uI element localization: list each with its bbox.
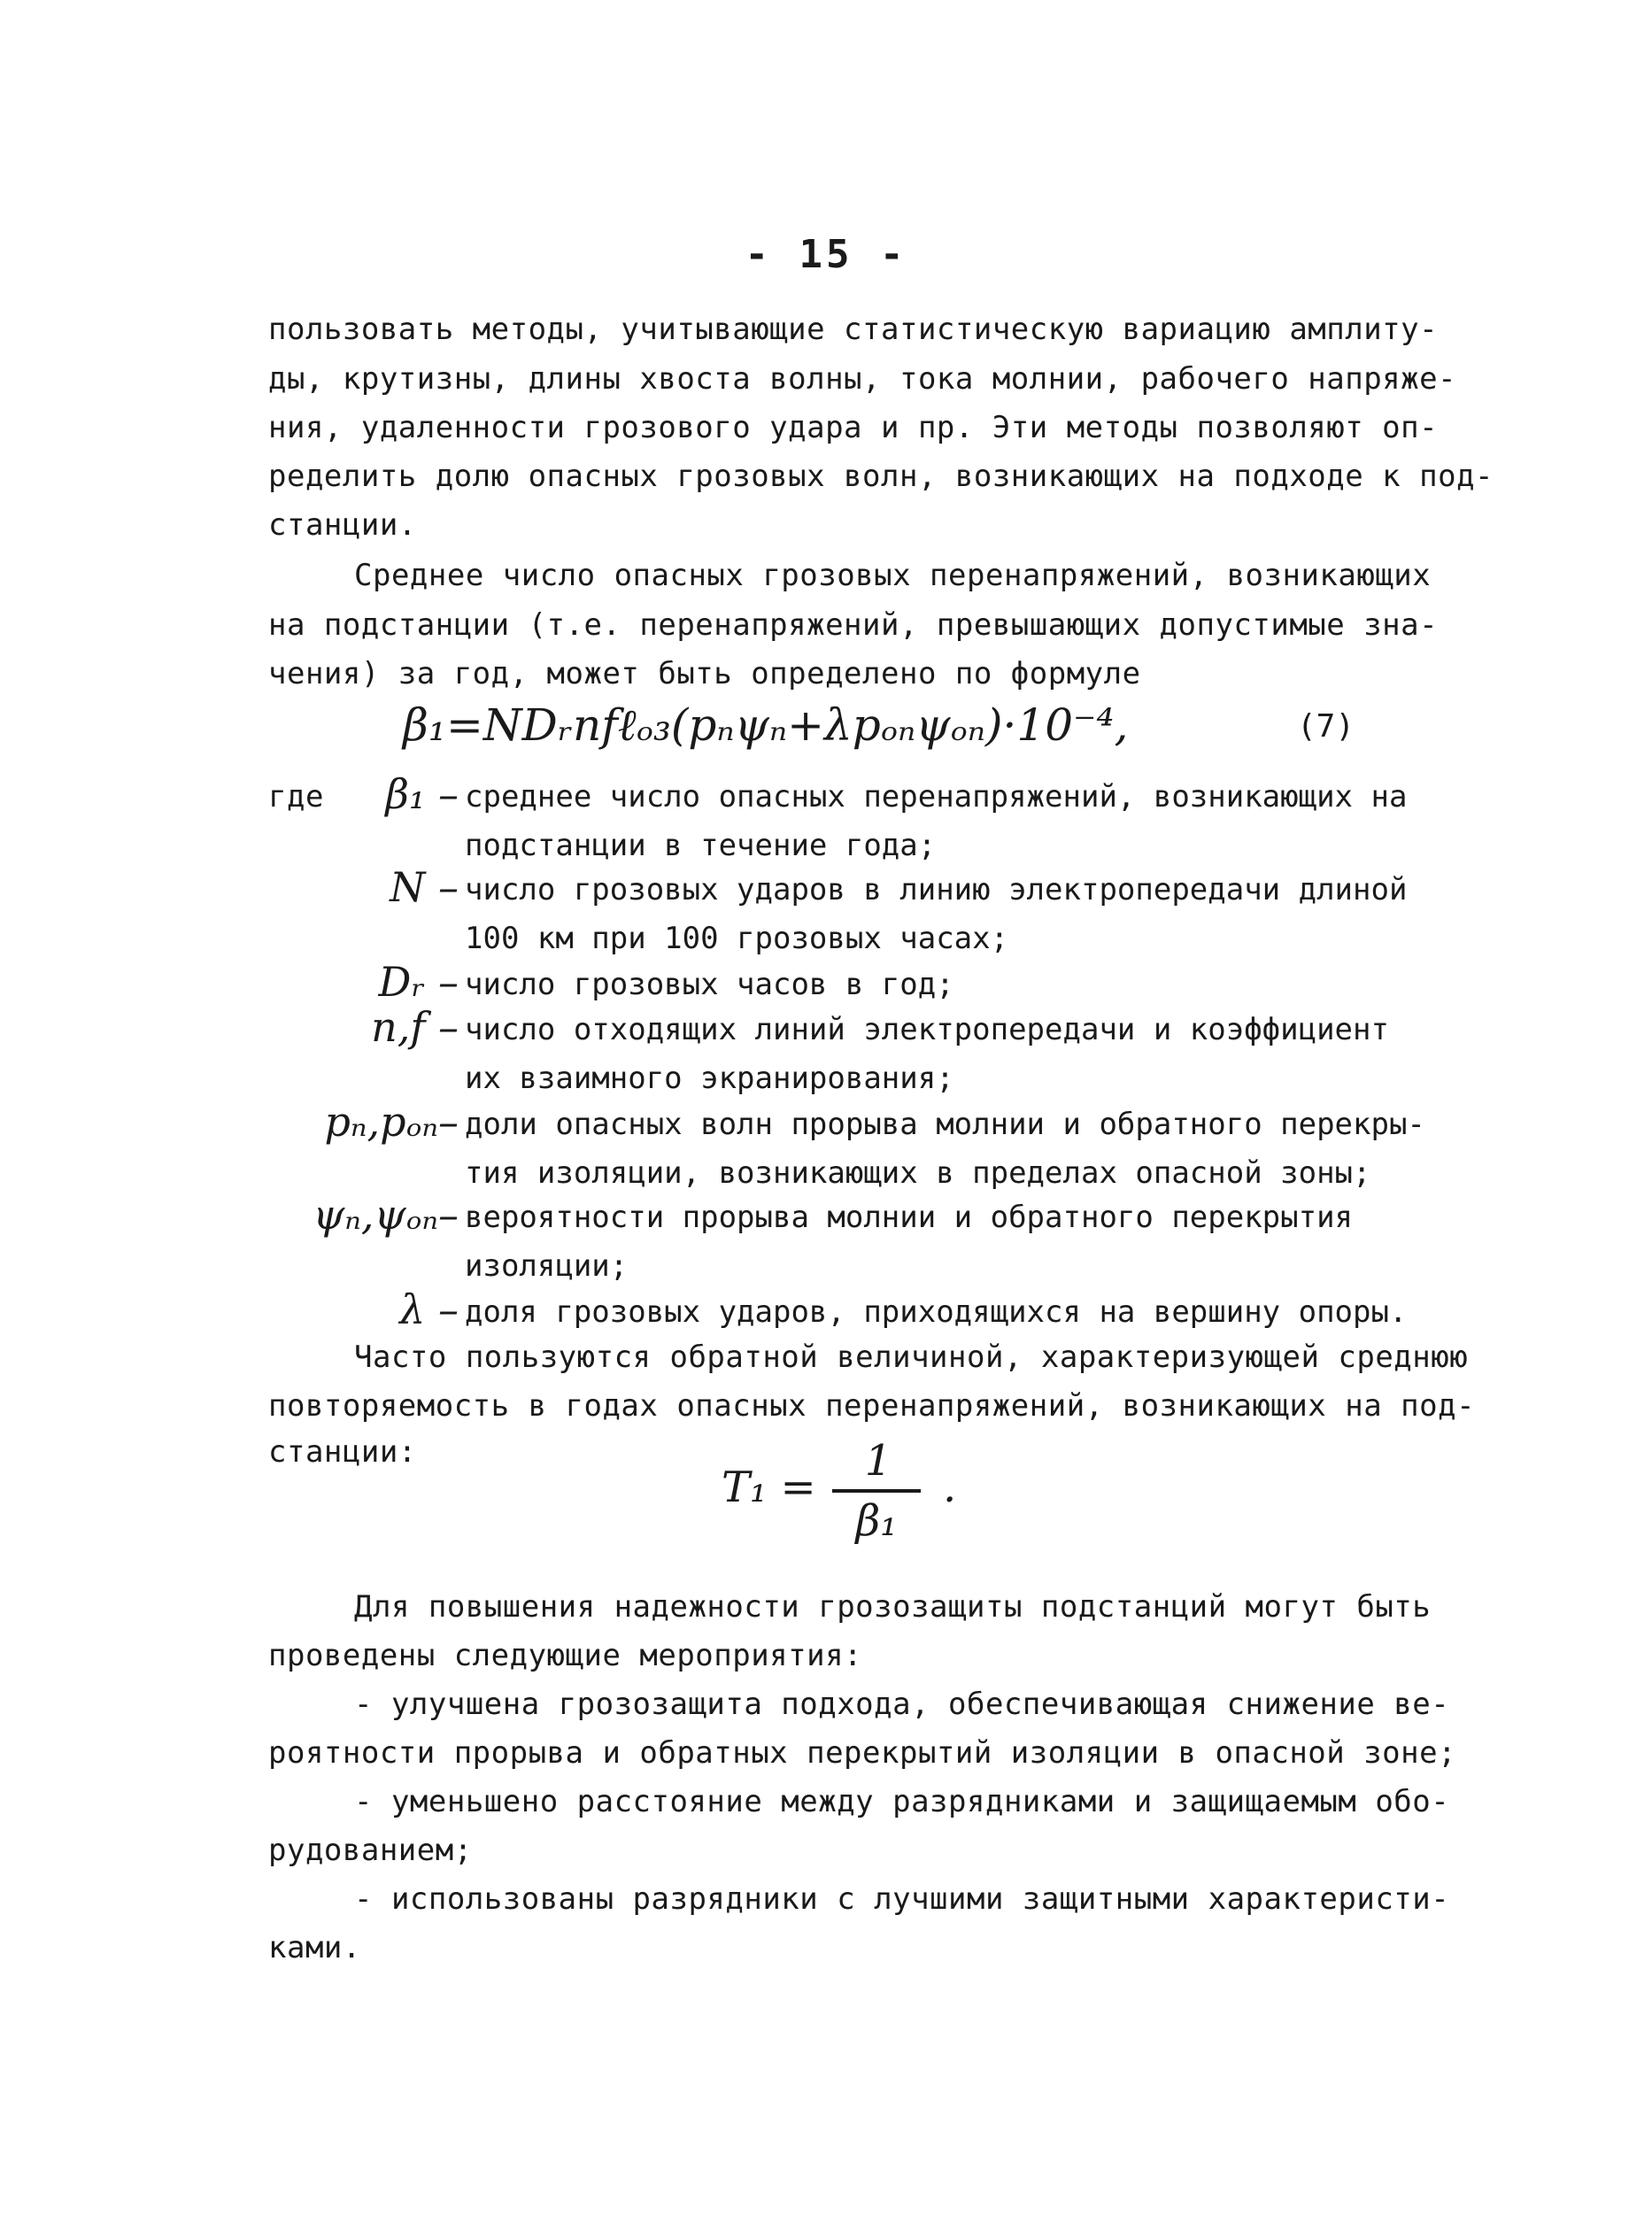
- def-text: число отходящих линий электропередачи и коэффициент: [465, 1012, 1389, 1047]
- text-line: ределить долю опасных грозовых волн, возникающих на подходе к под-: [268, 459, 1494, 494]
- formula-lhs: T₁ =: [722, 1463, 816, 1512]
- fraction-bar: [832, 1489, 921, 1493]
- def-text: число грозовых часов в год;: [465, 967, 954, 1002]
- def-text: 100 км при 100 грозовых часах;: [465, 921, 1009, 956]
- text-line: повторяемость в годах опасных перенапряжений, возникающих на под-: [268, 1388, 1476, 1424]
- def-symbol-d: Dᵣ –: [378, 958, 459, 1006]
- text-line: проведены следующие мероприятия:: [268, 1638, 863, 1673]
- text-line: - уменьшено расстояние между разрядниками и защищаемым обо-: [354, 1784, 1450, 1819]
- text-line: станции.: [268, 507, 417, 543]
- def-symbol-p: pₙ,pₒₙ–: [324, 1098, 459, 1146]
- formula-7: β₁=NDᵣnfℓₒ₃(pₙψₙ+λpₒₙψₒₙ)·10⁻⁴,: [403, 699, 1129, 751]
- text-line: ды, крутизны, длины хвоста волны, тока молнии, рабочего напряже-: [268, 361, 1457, 397]
- text-line: роятности прорыва и обратных перекрытий изоляции в опасной зоне;: [268, 1735, 1457, 1771]
- def-symbol-lambda: λ –: [399, 1286, 459, 1333]
- text-line: Часто пользуются обратной величиной, характеризующей среднюю: [354, 1340, 1469, 1375]
- text-line: пользовать методы, учитывающие статистическую вариацию амплиту-: [268, 312, 1439, 347]
- def-text: доля грозовых ударов, приходящихся на вершину опоры.: [465, 1294, 1408, 1330]
- text-line: станции:: [268, 1434, 417, 1470]
- formula-denominator: β₁: [855, 1496, 898, 1546]
- text-line: на подстанции (т.е. перенапряжений, превышающих допустимые зна-: [268, 607, 1439, 643]
- text-line: чения) за год, может быть определено по формуле: [268, 656, 1141, 691]
- def-text: тия изоляции, возникающих в пределах опасной зоны;: [465, 1155, 1371, 1191]
- formula-numerator: 1: [864, 1436, 892, 1486]
- def-text: подстанции в течение года;: [465, 828, 937, 863]
- def-text: вероятности прорыва молнии и обратного перекрытия: [465, 1200, 1354, 1235]
- equation-number: (7): [1297, 708, 1355, 745]
- where-word: где: [268, 779, 324, 815]
- text-line: Среднее число опасных грозовых перенапряжений, возникающих: [354, 558, 1432, 593]
- text-line: рудованием;: [268, 1833, 473, 1868]
- text-line: - улучшена грозозащита подхода, обеспечивающая снижение ве-: [354, 1687, 1450, 1722]
- text-line: Для повышения надежности грозозащиты подстанций могут быть: [354, 1589, 1432, 1625]
- def-symbol-n: N –: [390, 863, 459, 911]
- def-symbol-beta: β₁ –: [385, 770, 459, 818]
- def-text: их взаимного экранирования;: [465, 1061, 954, 1096]
- text-line: ния, удаленности грозового удара и пр. Эти методы позволяют оп-: [268, 410, 1439, 445]
- formula-tail: .: [943, 1463, 957, 1512]
- def-text: изоляции;: [465, 1248, 629, 1284]
- text-line: ками.: [268, 1930, 361, 1965]
- def-text: доли опасных волн прорыва молнии и обратного перекры-: [465, 1107, 1425, 1142]
- def-text: число грозовых ударов в линию электропередачи длиной: [465, 872, 1408, 907]
- def-symbol-psi: ψₙ,ψₒₙ–: [313, 1191, 459, 1239]
- def-text: среднее число опасных перенапряжений, возникающих на: [465, 779, 1408, 815]
- page-number: - 15 -: [745, 232, 907, 277]
- def-symbol-nf: n,f –: [371, 1003, 459, 1051]
- text-line: - использованы разрядники с лучшими защитными характеристи-: [354, 1881, 1450, 1917]
